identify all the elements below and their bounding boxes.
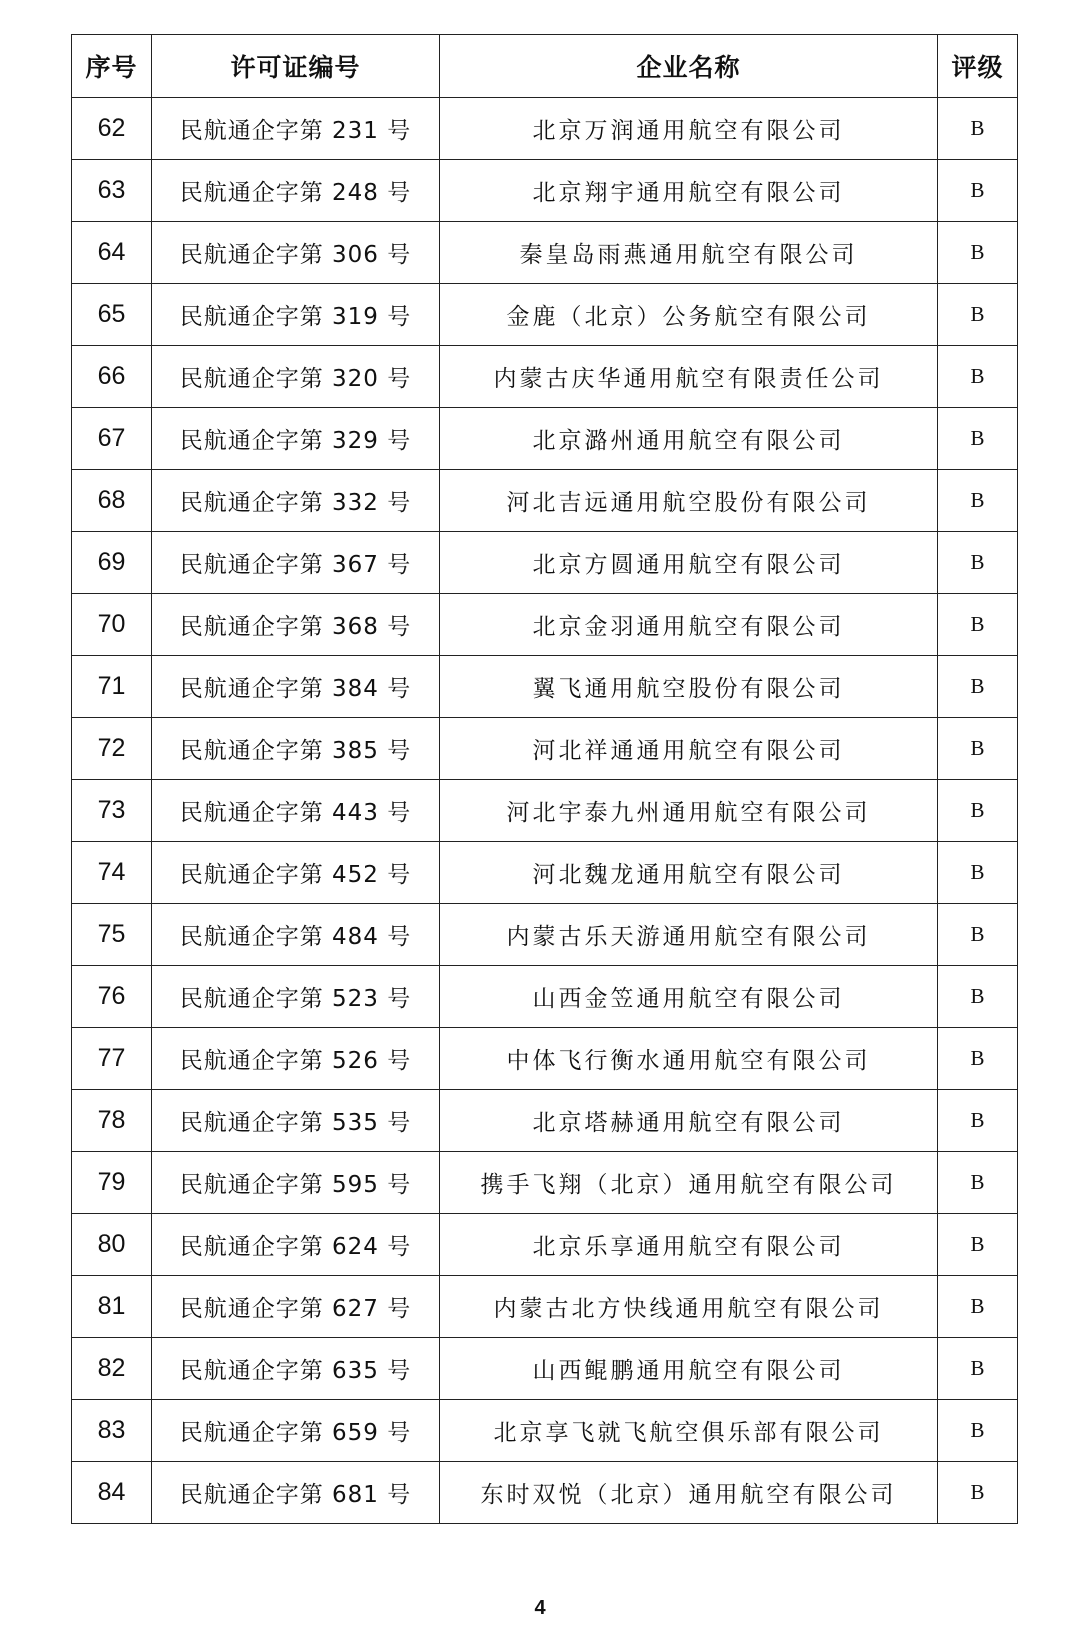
table-row <box>72 966 1018 1028</box>
cell-rating: B <box>938 346 1018 408</box>
cell-company: 北京潞州通用航空有限公司 <box>440 408 938 470</box>
cell-rating: B <box>938 284 1018 346</box>
cell-company: 内蒙古庆华通用航空有限责任公司 <box>440 346 938 408</box>
cell-company: 山西鲲鹏通用航空有限公司 <box>440 1338 938 1400</box>
cell-license: 民航通企字第 595 号 <box>152 1152 440 1214</box>
cell-company: 山西金笠通用航空有限公司 <box>440 966 938 1028</box>
table-row <box>72 160 1018 222</box>
cell-seq: 62 <box>72 98 152 160</box>
cell-seq: 67 <box>72 408 152 470</box>
header-rating: 评级 <box>938 35 1018 98</box>
cell-license: 民航通企字第 231 号 <box>152 98 440 160</box>
cell-company: 翼飞通用航空股份有限公司 <box>440 656 938 718</box>
cell-license: 民航通企字第 248 号 <box>152 160 440 222</box>
header-row <box>72 35 1018 98</box>
cell-company: 北京享飞就飞航空俱乐部有限公司 <box>440 1400 938 1462</box>
table-row <box>72 656 1018 718</box>
cell-company: 河北祥通通用航空有限公司 <box>440 718 938 780</box>
table-row <box>72 594 1018 656</box>
cell-rating: B <box>938 966 1018 1028</box>
header-company: 企业名称 <box>440 35 938 98</box>
cell-rating: B <box>938 1400 1018 1462</box>
cell-rating: B <box>938 1090 1018 1152</box>
cell-seq: 74 <box>72 842 152 904</box>
cell-company: 河北宇泰九州通用航空有限公司 <box>440 780 938 842</box>
table-row <box>72 1028 1018 1090</box>
cell-seq: 81 <box>72 1276 152 1338</box>
cell-company: 河北魏龙通用航空有限公司 <box>440 842 938 904</box>
cell-rating: B <box>938 1214 1018 1276</box>
table-row <box>72 346 1018 408</box>
cell-seq: 83 <box>72 1400 152 1462</box>
table-body <box>72 98 1018 1524</box>
cell-seq: 69 <box>72 532 152 594</box>
cell-license: 民航通企字第 624 号 <box>152 1214 440 1276</box>
table-row <box>72 1338 1018 1400</box>
cell-rating: B <box>938 1152 1018 1214</box>
cell-company: 金鹿（北京）公务航空有限公司 <box>440 284 938 346</box>
table-row <box>72 842 1018 904</box>
cell-rating: B <box>938 160 1018 222</box>
cell-license: 民航通企字第 484 号 <box>152 904 440 966</box>
cell-seq: 79 <box>72 1152 152 1214</box>
table-row <box>72 718 1018 780</box>
cell-license: 民航通企字第 306 号 <box>152 222 440 284</box>
table-row <box>72 780 1018 842</box>
cell-license: 民航通企字第 452 号 <box>152 842 440 904</box>
cell-seq: 63 <box>72 160 152 222</box>
cell-license: 民航通企字第 523 号 <box>152 966 440 1028</box>
table-row <box>72 1276 1018 1338</box>
cell-rating: B <box>938 1276 1018 1338</box>
cell-license: 民航通企字第 367 号 <box>152 532 440 594</box>
cell-rating: B <box>938 656 1018 718</box>
cell-company: 内蒙古乐天游通用航空有限公司 <box>440 904 938 966</box>
cell-rating: B <box>938 718 1018 780</box>
cell-rating: B <box>938 98 1018 160</box>
table-row <box>72 1090 1018 1152</box>
table-row <box>72 904 1018 966</box>
cell-license: 民航通企字第 384 号 <box>152 656 440 718</box>
cell-license: 民航通企字第 635 号 <box>152 1338 440 1400</box>
cell-license: 民航通企字第 443 号 <box>152 780 440 842</box>
table-row <box>72 284 1018 346</box>
cell-seq: 71 <box>72 656 152 718</box>
cell-seq: 73 <box>72 780 152 842</box>
cell-company: 携手飞翔（北京）通用航空有限公司 <box>440 1152 938 1214</box>
table-header <box>72 35 1018 98</box>
cell-license: 民航通企字第 319 号 <box>152 284 440 346</box>
cell-company: 北京金羽通用航空有限公司 <box>440 594 938 656</box>
cell-seq: 70 <box>72 594 152 656</box>
table-row <box>72 408 1018 470</box>
cell-company: 河北吉远通用航空股份有限公司 <box>440 470 938 532</box>
cell-seq: 72 <box>72 718 152 780</box>
cell-license: 民航通企字第 320 号 <box>152 346 440 408</box>
table-row <box>72 470 1018 532</box>
cell-rating: B <box>938 904 1018 966</box>
cell-license: 民航通企字第 526 号 <box>152 1028 440 1090</box>
cell-seq: 66 <box>72 346 152 408</box>
table-row <box>72 1462 1018 1524</box>
cell-seq: 84 <box>72 1462 152 1524</box>
cell-seq: 82 <box>72 1338 152 1400</box>
cell-company: 北京万润通用航空有限公司 <box>440 98 938 160</box>
cell-seq: 75 <box>72 904 152 966</box>
table-row <box>72 222 1018 284</box>
cell-seq: 78 <box>72 1090 152 1152</box>
cell-seq: 65 <box>72 284 152 346</box>
cell-seq: 64 <box>72 222 152 284</box>
cell-seq: 77 <box>72 1028 152 1090</box>
cell-rating: B <box>938 594 1018 656</box>
cell-company: 北京塔赫通用航空有限公司 <box>440 1090 938 1152</box>
cell-rating: B <box>938 470 1018 532</box>
cell-license: 民航通企字第 659 号 <box>152 1400 440 1462</box>
cell-rating: B <box>938 1338 1018 1400</box>
cell-license: 民航通企字第 681 号 <box>152 1462 440 1524</box>
cell-license: 民航通企字第 627 号 <box>152 1276 440 1338</box>
cell-rating: B <box>938 408 1018 470</box>
cell-license: 民航通企字第 385 号 <box>152 718 440 780</box>
cell-rating: B <box>938 842 1018 904</box>
cell-license: 民航通企字第 535 号 <box>152 1090 440 1152</box>
header-license: 许可证编号 <box>152 35 440 98</box>
cell-rating: B <box>938 1028 1018 1090</box>
cell-company: 秦皇岛雨燕通用航空有限公司 <box>440 222 938 284</box>
cell-rating: B <box>938 780 1018 842</box>
table-row <box>72 98 1018 160</box>
cell-seq: 68 <box>72 470 152 532</box>
cell-company: 东时双悦（北京）通用航空有限公司 <box>440 1462 938 1524</box>
cell-company: 北京乐享通用航空有限公司 <box>440 1214 938 1276</box>
cell-seq: 76 <box>72 966 152 1028</box>
cell-company: 内蒙古北方快线通用航空有限公司 <box>440 1276 938 1338</box>
cell-rating: B <box>938 532 1018 594</box>
cell-license: 民航通企字第 368 号 <box>152 594 440 656</box>
cell-company: 北京翔宇通用航空有限公司 <box>440 160 938 222</box>
table-row <box>72 1152 1018 1214</box>
table-row <box>72 1400 1018 1462</box>
page-number: 4 <box>534 1597 546 1619</box>
cell-license: 民航通企字第 332 号 <box>152 470 440 532</box>
cell-company: 北京方圆通用航空有限公司 <box>440 532 938 594</box>
cell-license: 民航通企字第 329 号 <box>152 408 440 470</box>
registry-table <box>71 34 1018 1524</box>
cell-rating: B <box>938 1462 1018 1524</box>
cell-rating: B <box>938 222 1018 284</box>
cell-seq: 80 <box>72 1214 152 1276</box>
cell-company: 中体飞行衡水通用航空有限公司 <box>440 1028 938 1090</box>
table-row <box>72 532 1018 594</box>
table-row <box>72 1214 1018 1276</box>
header-seq: 序号 <box>72 35 152 98</box>
